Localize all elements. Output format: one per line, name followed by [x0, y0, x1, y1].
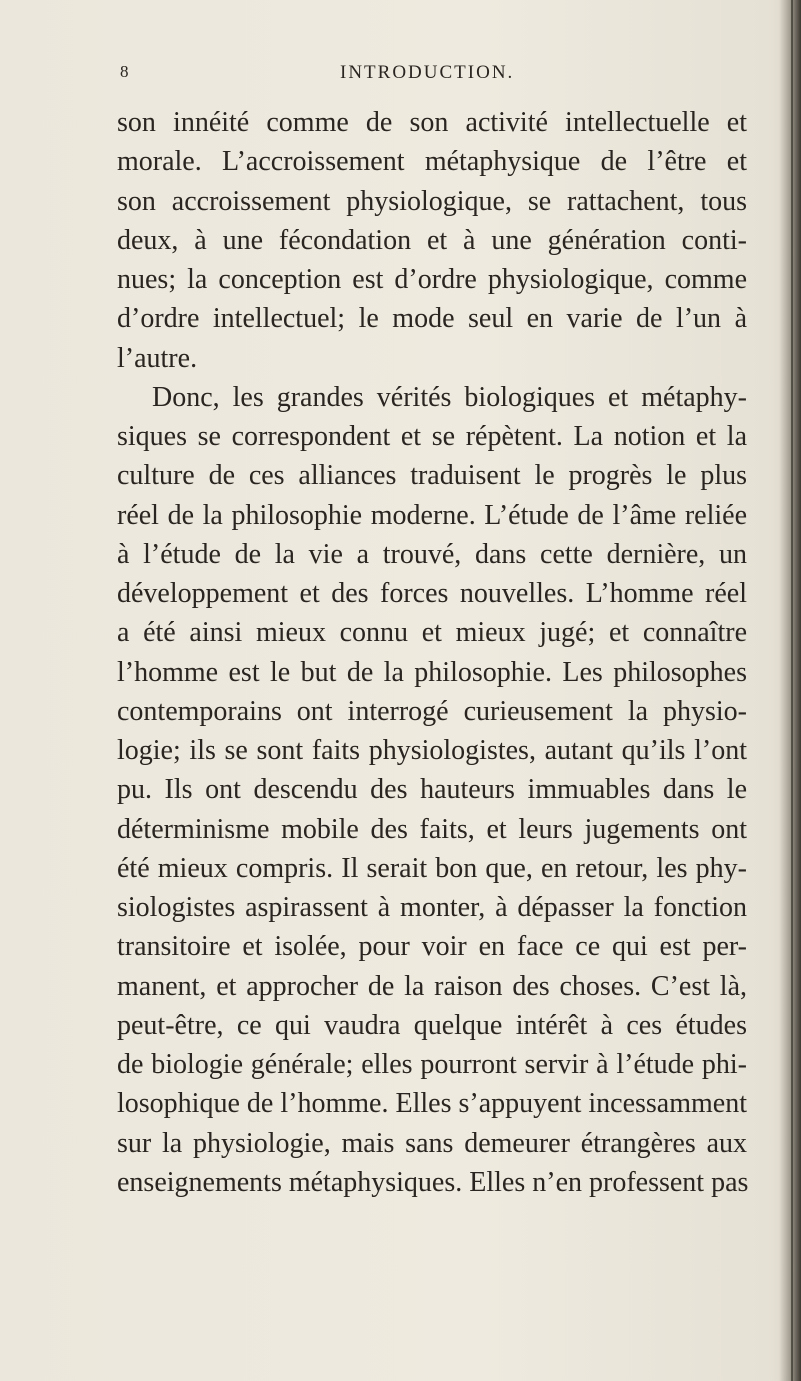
text-line: son innéité comme de son activité intellectuelle et: [117, 107, 747, 138]
text-line: contemporains ont interrogé curieusement la physio-: [117, 695, 747, 727]
text-line: siologistes aspirassent à monter, à dépasser la fonction: [117, 892, 747, 923]
spine-shadow: [779, 0, 801, 1381]
text-line: culture de ces alliances traduisent le progrès le plus: [117, 460, 747, 492]
text-line: de biologie générale; elles pourront servir à l’étude phi-: [117, 1049, 747, 1080]
text-line: a été ainsi mieux connu et mieux jugé; et connaître: [117, 617, 747, 649]
text-line: l’homme est le but de la philosophie. Les philosophes: [117, 656, 747, 688]
text-line: Donc, les grandes vérités biologiques et métaphy-: [152, 381, 747, 413]
page-number: 8: [120, 62, 129, 81]
text-line: morale. L’accroissement métaphysique de l’être et: [117, 146, 747, 178]
text-line: été mieux compris. Il serait bon que, en retour, les phy-: [117, 852, 747, 884]
text-line: développement et des forces nouvelles. L’homme réel: [117, 578, 747, 609]
text-line: d’ordre intellectuel; le mode seul en varie de l’un à: [117, 303, 747, 335]
text-line: nues; la conception est d’ordre physiologique, comme: [117, 264, 747, 295]
text-line: déterminisme mobile des faits, et leurs jugements ont: [117, 813, 747, 845]
text-line: manent, et approcher de la raison des choses. C’est là,: [117, 970, 747, 1002]
text-line: pu. Ils ont descendu des hauteurs immuables dans le: [117, 774, 747, 806]
text-line: deux, à une fécondation et à une génération conti-: [117, 224, 747, 256]
text-line: enseignements métaphysiques. Elles n’en professent pas: [117, 1166, 749, 1198]
text-line: transitoire et isolée, pour voir en face ce qui est per-: [117, 931, 747, 963]
running-title: INTRODUCTION.: [340, 62, 515, 83]
text-line: losophique de l’homme. Elles s’appuyent incessamment: [117, 1088, 747, 1120]
spine-edge: [791, 0, 793, 1381]
text-line: siques se correspondent et se répètent. La notion et la: [117, 421, 747, 452]
text-line: à l’étude de la vie a trouvé, dans cette dernière, un: [117, 538, 747, 570]
text-line: logie; ils se sont faits physiologistes, autant qu’ils l’ont: [117, 735, 747, 766]
text-line: sur la physiologie, mais sans demeurer étrangères aux: [117, 1127, 747, 1159]
text-line: peut-être, ce qui vaudra quelque intérêt à ces études: [117, 1009, 747, 1041]
body-text: [117, 103, 747, 1202]
text-line: l’autre.: [117, 342, 198, 374]
text-line: son accroissement physiologique, se rattachent, tous: [117, 185, 747, 217]
running-head: [120, 62, 720, 84]
text-line: réel de la philosophie moderne. L’étude de l’âme reliée: [117, 499, 747, 531]
